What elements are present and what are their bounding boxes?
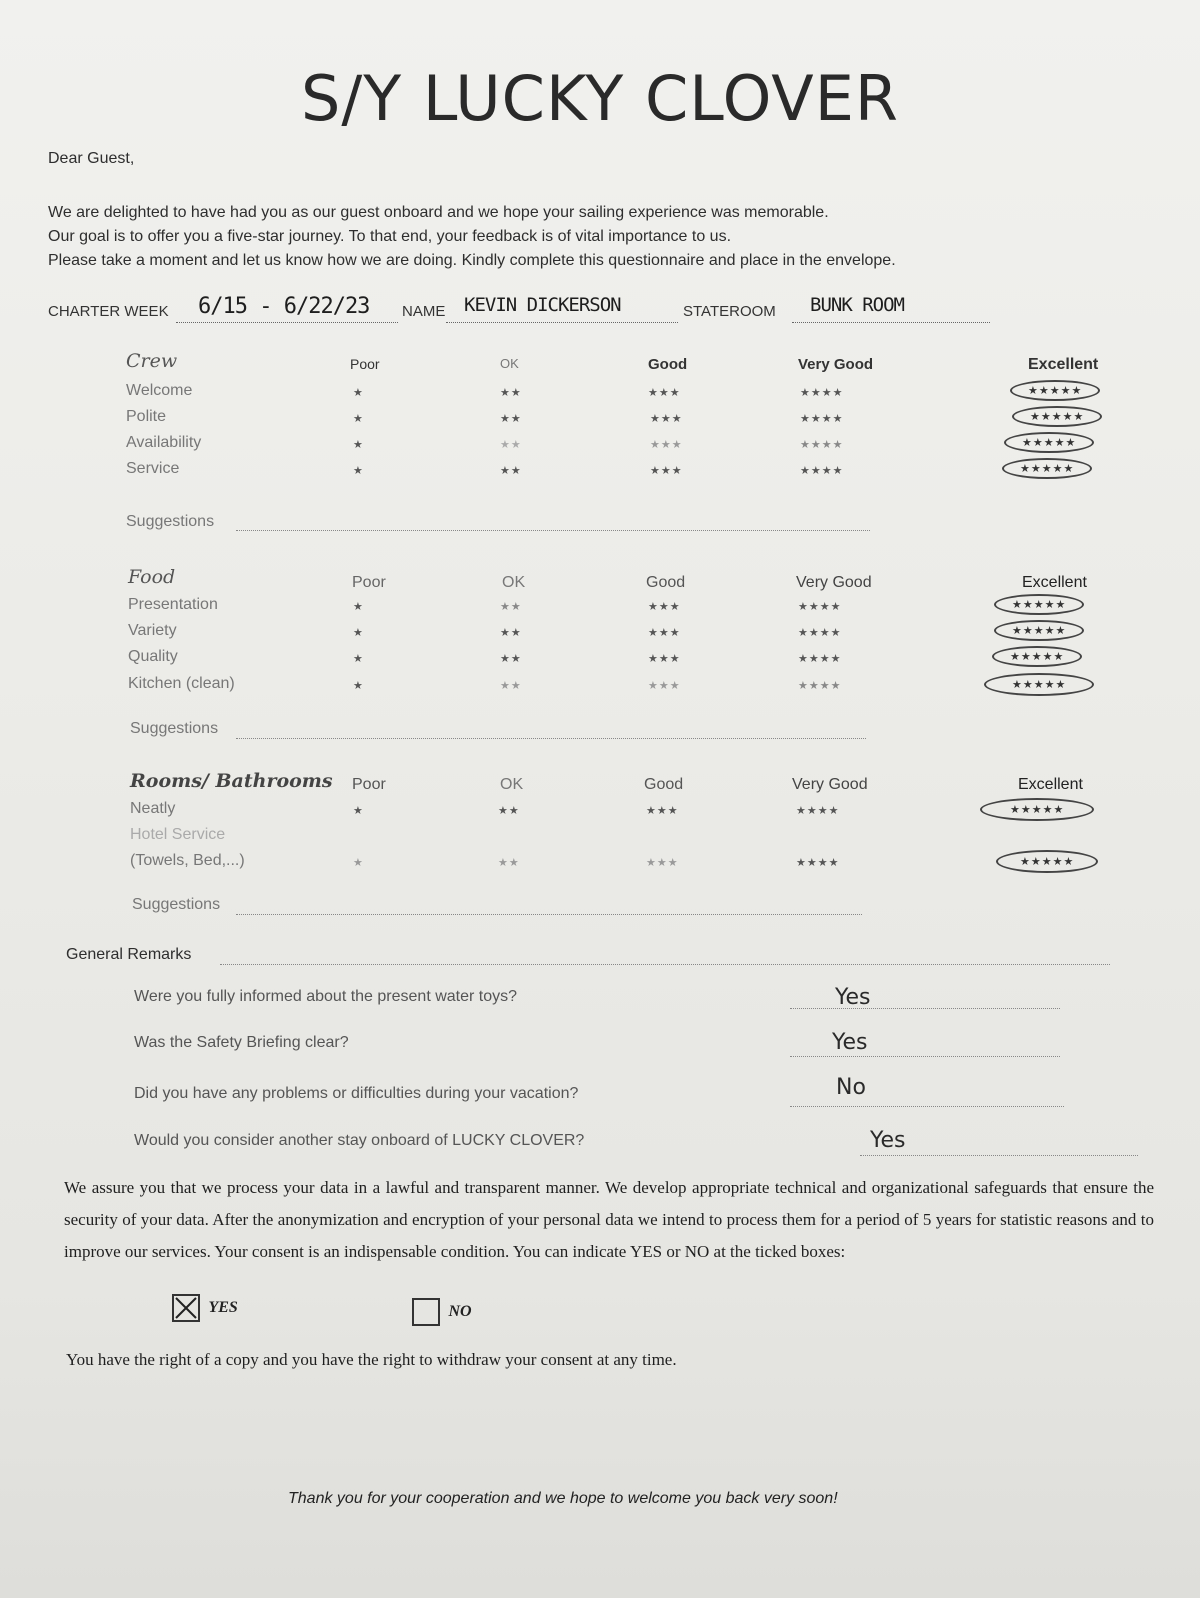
food-header-ok: OK	[502, 574, 526, 591]
crew-header-good: Good	[648, 356, 688, 373]
checkbox-yes[interactable]	[172, 1294, 200, 1322]
rooms-header-good: Good	[644, 776, 684, 793]
answer-handwritten[interactable]: Yes	[870, 1128, 906, 1153]
rooms-header-ok: OK	[500, 776, 524, 793]
question-text: Was the Safety Briefing clear?	[134, 1034, 349, 1051]
rating-star-3[interactable]: ★★★	[648, 680, 681, 692]
answer-line[interactable]	[790, 1008, 1060, 1009]
food-row-label: Kitchen (clean)	[128, 675, 235, 692]
rating-star-1[interactable]: ★	[353, 805, 364, 817]
crew-row-label: Availability	[126, 434, 202, 451]
rating-star-3[interactable]: ★★★	[646, 857, 679, 869]
rating-star-4[interactable]: ★★★★	[800, 465, 844, 477]
answer-line[interactable]	[790, 1056, 1060, 1057]
rating-star-5-circled[interactable]: ★★★★★	[992, 646, 1082, 667]
food-suggestions-label: Suggestions	[130, 720, 219, 737]
rating-star-5-circled[interactable]: ★★★★★	[1004, 432, 1094, 453]
rating-star-1[interactable]: ★	[353, 387, 364, 399]
checkmark-x-icon	[174, 1296, 198, 1320]
rating-star-5-circled[interactable]: ★★★★★	[1012, 406, 1102, 427]
greeting: Dear Guest,	[48, 150, 135, 167]
rating-star-4[interactable]: ★★★★	[798, 627, 842, 639]
page-title: S/Y LUCKY CLOVER	[301, 62, 899, 135]
rating-star-2[interactable]: ★★	[500, 653, 522, 665]
food-row-label: Presentation	[128, 596, 218, 613]
food-header-very-good: Very Good	[796, 574, 872, 591]
rating-star-3[interactable]: ★★★	[648, 653, 681, 665]
rating-star-4[interactable]: ★★★★	[800, 439, 844, 451]
rating-star-2[interactable]: ★★	[498, 857, 520, 869]
rating-star-4[interactable]: ★★★★	[796, 805, 840, 817]
consent-no-label: NO	[448, 1303, 472, 1321]
rating-star-5-circled[interactable]: ★★★★★	[1010, 380, 1100, 401]
privacy-statement: We assure you that we process your data in a lawful and transparent manner. We develop appropriate technical and organizational safeguards that ensure the security of your data. After the anonymization and encryption of your personal data we intend to process them for a period of 5 years for statistic reasons and to improve our services. Your consent is an indispensable condition. You can indicate YES or NO at the ticked boxes:	[64, 1178, 1154, 1261]
section-title-crew: Crew	[126, 350, 178, 372]
crew-row-label: Polite	[126, 408, 167, 425]
answer-line[interactable]	[790, 1106, 1064, 1107]
rating-star-3[interactable]: ★★★	[648, 387, 681, 399]
crew-header-poor: Poor	[350, 356, 380, 372]
rights-statement: You have the right of a copy and you have the right to withdraw your consent at any time.	[66, 1350, 677, 1369]
charter-week-label: CHARTER WEEK	[48, 303, 169, 320]
crew-header-excellent: Excellent	[1028, 356, 1099, 373]
rating-star-2[interactable]: ★★	[500, 627, 522, 639]
answer-handwritten[interactable]: Yes	[832, 1030, 868, 1055]
food-header-good: Good	[646, 574, 686, 591]
rooms-header-very-good: Very Good	[792, 776, 868, 793]
rating-star-5-circled[interactable]: ★★★★★	[994, 594, 1084, 615]
checkbox-no[interactable]	[412, 1298, 440, 1326]
section-title-food: Food	[128, 566, 176, 588]
food-suggestions-line[interactable]	[236, 738, 866, 739]
rooms-row-label: Neatly	[130, 800, 176, 817]
rating-star-1[interactable]: ★	[353, 439, 364, 451]
rating-star-3[interactable]: ★★★	[648, 627, 681, 639]
rating-star-1[interactable]: ★	[353, 680, 364, 692]
stateroom-value[interactable]: BUNK ROOM	[810, 294, 904, 316]
crew-suggestions-label: Suggestions	[126, 513, 215, 530]
rating-star-5-circled[interactable]: ★★★★★	[980, 798, 1094, 821]
question-text: Were you fully informed about the present water toys?	[134, 988, 518, 1005]
food-row-label: Variety	[128, 622, 177, 639]
rating-star-4[interactable]: ★★★★	[798, 601, 842, 613]
intro-line-3: Please take a moment and let us know how we are doing. Kindly complete this questionnaire and place in the envelope.	[48, 252, 896, 269]
rating-star-3[interactable]: ★★★	[648, 601, 681, 613]
answer-handwritten[interactable]: Yes	[835, 985, 871, 1010]
rating-star-2[interactable]: ★★	[498, 805, 520, 817]
rating-star-5-circled[interactable]: ★★★★★	[1002, 458, 1092, 479]
stateroom-label: STATEROOM	[683, 303, 776, 320]
consent-yes-option[interactable]	[172, 1294, 238, 1322]
rooms-row-label: Hotel Service	[130, 826, 226, 843]
rating-star-1[interactable]: ★	[353, 857, 364, 869]
rating-star-4[interactable]: ★★★★	[798, 653, 842, 665]
general-remarks-line[interactable]	[220, 964, 1110, 965]
crew-header-very-good: Very Good	[798, 356, 874, 373]
rating-star-4[interactable]: ★★★★	[798, 680, 842, 692]
rating-star-3[interactable]: ★★★	[650, 413, 683, 425]
food-row-label: Quality	[128, 648, 178, 665]
section-title-rooms: Rooms/ Bathrooms	[130, 770, 333, 792]
rating-star-1[interactable]: ★	[353, 653, 364, 665]
rating-star-1[interactable]: ★	[353, 413, 364, 425]
consent-yes-label: YES	[208, 1299, 238, 1317]
general-remarks-label: General Remarks	[66, 946, 192, 963]
answer-line[interactable]	[860, 1155, 1138, 1156]
rooms-header-poor: Poor	[352, 776, 386, 793]
rating-star-5-circled[interactable]: ★★★★★	[996, 850, 1098, 873]
rating-star-2[interactable]: ★★	[500, 387, 522, 399]
rooms-suggestions-label: Suggestions	[132, 896, 221, 913]
crew-row-label: Service	[126, 460, 180, 477]
rating-star-4[interactable]: ★★★★	[800, 413, 844, 425]
consent-no-option[interactable]	[412, 1298, 472, 1326]
rating-star-5-circled[interactable]: ★★★★★	[994, 620, 1084, 641]
name-value[interactable]: KEVIN DICKERSON	[464, 294, 621, 316]
answer-handwritten[interactable]: No	[836, 1075, 866, 1100]
name-label: NAME	[402, 303, 446, 320]
rating-star-2[interactable]: ★★	[500, 413, 522, 425]
thank-you-note: Thank you for your cooperation and we hope to welcome you back very soon!	[288, 1490, 838, 1507]
rooms-row-label: (Towels, Bed,...)	[130, 852, 245, 869]
crew-row-label: Welcome	[126, 382, 193, 399]
crew-suggestions-line[interactable]	[236, 530, 870, 531]
question-text: Would you consider another stay onboard of LUCKY CLOVER?	[134, 1132, 585, 1149]
rating-star-5-circled[interactable]: ★★★★★	[984, 673, 1094, 696]
rating-star-2[interactable]: ★★	[500, 601, 522, 613]
rating-star-2[interactable]: ★★	[500, 439, 522, 451]
rating-star-2[interactable]: ★★	[500, 465, 522, 477]
food-header-excellent: Excellent	[1022, 574, 1087, 591]
rating-star-4[interactable]: ★★★★	[800, 387, 844, 399]
intro-line-2: Our goal is to offer you a five-star journey. To that end, your feedback is of vital importance to us.	[48, 228, 732, 245]
rating-star-3[interactable]: ★★★	[646, 805, 679, 817]
question-text: Did you have any problems or difficulties during your vacation?	[134, 1085, 579, 1102]
rating-star-1[interactable]: ★	[353, 465, 364, 477]
rating-star-1[interactable]: ★	[353, 601, 364, 613]
rating-star-3[interactable]: ★★★	[650, 465, 683, 477]
rating-star-4[interactable]: ★★★★	[796, 857, 840, 869]
rooms-header-excellent: Excellent	[1018, 776, 1083, 793]
rooms-suggestions-line[interactable]	[236, 914, 862, 915]
crew-header-ok: OK	[500, 356, 519, 371]
intro-line-1: We are delighted to have had you as our guest onboard and we hope your sailing experience was memorable.	[48, 204, 829, 221]
rating-star-1[interactable]: ★	[353, 627, 364, 639]
rating-star-3[interactable]: ★★★	[650, 439, 683, 451]
food-header-poor: Poor	[352, 574, 386, 591]
rating-star-2[interactable]: ★★	[500, 680, 522, 692]
charter-week-value[interactable]: 6/15 - 6/22/23	[198, 294, 370, 319]
